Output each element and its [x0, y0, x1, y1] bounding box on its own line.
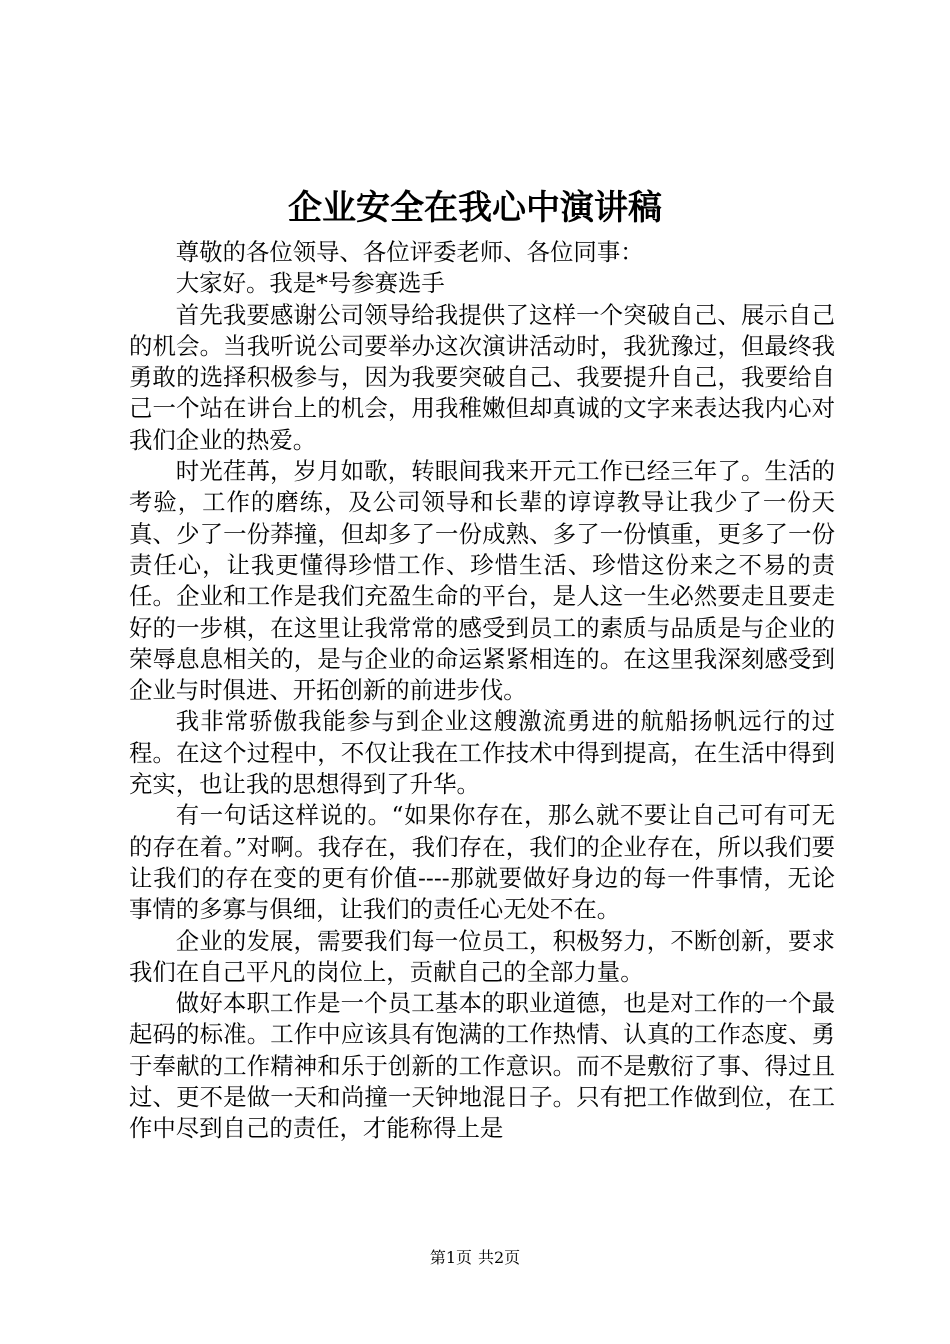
page-number-current: 第1页 — [429, 1248, 472, 1267]
paragraph: 企业的发展，需要我们每一位员工，积极努力，不断创新，要求我们在自己平凡的岗位上，贡献自己的全部力量。 — [129, 926, 835, 986]
paragraph-salutation: 尊敬的各位领导、各位评委老师、各位同事： — [175, 238, 644, 266]
document-title: 企业安全在我心中演讲稿 — [288, 188, 662, 228]
paragraph: 首先我要感谢公司领导给我提供了这样一个突破自己、展示自己的机会。当我听说公司要举办这次演讲活动时，我犹豫过，但最终我勇敢的选择积极参与，因为我要突破自己、我要提升自己，我要给自己一个站在讲台上的机会，用我稚嫩但却真诚的文字来表达我内心对我们企业的热爱。 — [129, 300, 835, 454]
paragraph: 时光荏苒，岁月如歌，转眼间我来开元工作已经三年了。生活的考验，工作的磨练，及公司领导和长辈的谆谆教导让我少了一份天真、少了一份莽撞，但却多了一份成熟、多了一份慎重，更多了一份责任心，让我更懂得珍惜工作、珍惜生活、珍惜这份来之不易的责任。企业和工作是我们充盈生命的平台，是人这一生必然要走且要走好的一步棋，在这里让我常常的感受到员工的素质与品质是与企业的荣辱息息相关的，是与企业的命运紧紧相连的。在这里我深刻感受到企业与时俱进、开拓创新的前进步伐。 — [129, 457, 835, 705]
document-body — [129, 237, 835, 1145]
paragraph-greeting: 大家好。我是*号参赛选手 — [175, 269, 445, 298]
paragraph: 有一句话这样说的。“如果你存在，那么就不要让自己可有可无的存在着。”对啊。我存在，我们存在，我们的企业存在，所以我们要让我们的存在变的更有价值----那就要做好身边的每一件事情，无论事情的多寡与俱细，让我们的责任心无处不在。 — [129, 801, 835, 924]
page-footer — [0, 1245, 950, 1268]
page-number-total: 共2页 — [478, 1248, 521, 1267]
paragraph: 做好本职工作是一个员工基本的职业道德，也是对工作的一个最起码的标准。工作中应该具有饱满的工作热情、认真的工作态度、勇于奉献的工作精神和乐于创新的工作意识。而不是敷衍了事、得过且过、更不是做一天和尚撞一天钟地混日子。只有把工作做到位，在工作中尽到自己的责任，才能称得上是 — [129, 989, 835, 1143]
paragraph: 我非常骄傲我能参与到企业这艘激流勇进的航船扬帆远行的过程。在这个过程中，不仅让我在工作技术中得到提高，在生活中得到充实，也让我的思想得到了升华。 — [129, 707, 835, 799]
